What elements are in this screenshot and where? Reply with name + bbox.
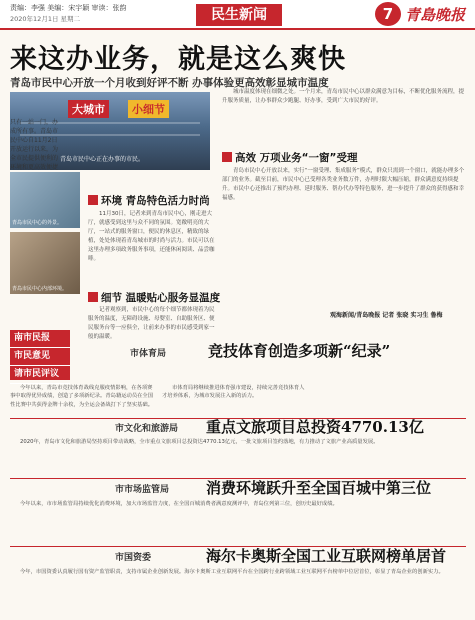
headline-sports: 竞技体育创造多项新“纪录”	[208, 342, 391, 360]
headline-culture: 重点文旅项目总投资4770.13亿	[206, 418, 424, 436]
newspaper-logo: 青島晚报	[405, 6, 466, 24]
section-heading-efficiency: 高效 万项业务“一窗”受理	[222, 150, 357, 165]
photo-caption: 青岛市民中心内部环境。	[12, 286, 68, 292]
issue-date: 2020年12月1日 星期二	[10, 15, 81, 23]
section-heading-environment: 环境 青岛特色活力时尚	[88, 193, 210, 208]
banner-line: 请市民评议	[10, 366, 70, 384]
section-name: 民生新闻	[196, 4, 282, 26]
banner-line: 南市民报	[10, 330, 70, 348]
dept-label-assets: 市国资委	[115, 553, 152, 563]
interior-photo	[10, 232, 80, 294]
photo-caption: 青岛市民中心的外景。	[12, 220, 63, 226]
headline-market: 消费环境跃升至全国百城中第三位	[206, 479, 432, 497]
body-assets: 今年，市国资委认真履行国有资产监管职责，支持市属企业创新发展。海尔卡奥斯工业互联网平台在全国跨行业跨领域工业互联网平台榜单中位居首位，彰显了青岛企业的创新实力。	[20, 569, 444, 575]
body-sports-b: 市体育局将继续推进体育强市建设，持续完善竞技体育人才培养体系，为城市发展注入新的活力。	[162, 385, 305, 400]
section-marker-icon	[88, 292, 98, 302]
section-marker-icon	[222, 152, 232, 162]
section-heading-details: 细节 温暖贴心服务显温度	[88, 290, 220, 305]
body-market: 今年以来，市市场监管局持续优化消费环境，加大市场监管力度，在全国百城消费者满意度测评中，青岛位列第三位，创历史最好成绩。	[20, 501, 338, 507]
banner-line: 市民意见	[10, 348, 70, 366]
section-body-environment: 11月30日，记者来到青岛市民中心，刚走进大厅，就感受到这里与众不同的氛围。宽敞明亮的大厅，一站式的服务窗口，便民的休息区，精致的绿植，处处体现着青岛城市的时尚与活力。市民可以在这里办理多项政务服务事项，还能休闲阅读、品尝咖啡。	[88, 211, 215, 262]
right-column-intro: 城市温度体现在细微之处。一个月来，青岛市民中心以群众满意为目标，不断优化服务流程，提升服务质量，让办事群众少跑腿、好办事，受到广大市民的好评。	[222, 89, 465, 104]
section-body-details: 记者观察到，市民中心的每个细节都体现着为民服务的温度，无障碍设施、母婴室、自助服务区、便民服务台等一应俱全，让前来办事的市民感受到家一般的温暖。	[88, 307, 215, 340]
dept-label-sports: 市体育局	[130, 349, 167, 359]
subheadline: 青岛市民中心开放一个月收到好评不断 办事体验更高效彰显城市温度	[10, 77, 329, 89]
photo-caption: 青岛市民中心正在办事的市民。	[60, 156, 145, 163]
body-sports-a: 今年以来，青岛市竞技体育战线克服疫情影响，在各项赛事中取得优异成绩，创造了多项新纪录。青岛籍运动员在全国性比赛中共获得金牌十余枚，为全运会备战打下了坚实基础。	[10, 385, 154, 408]
byline: 观海新闻/青岛晚报 记者 张晓 实习生 鲁梅	[330, 312, 443, 319]
exterior-photo	[10, 172, 80, 228]
body-culture: 2020年，青岛市文化和旅游局坚持项目带动战略，全市重点文旅项目总投资达4770.13亿元，一批文旅项目签约落地，有力推动了文旅产业高质量发展。	[20, 439, 379, 445]
dept-label-culture: 市文化和旅游局	[115, 424, 179, 434]
page-number: 7	[375, 2, 401, 26]
lede-paragraph: 只有一站一门，办成所有事。青岛市民中心自11月2日开放运行以来，为全市民提供便利的环境和更高效便捷	[10, 119, 59, 171]
photo-tag-big-city: 大城市	[68, 100, 109, 118]
main-headline: 来这办业务，就是这么爽快	[10, 44, 346, 75]
section-marker-icon	[88, 195, 98, 205]
masthead	[0, 0, 475, 30]
side-banner	[10, 330, 70, 380]
section-body-efficiency: 青岛市民中心开放以来，实行“一窗受理、集成服务”模式，群众只需到一个窗口，就能办理多个部门的业务。截至目前，市民中心已受理各类业务数万件，办理时限大幅压缩，群众满意度持续提升。市民中心还推出了预约办理、延时服务、帮办代办等特色服务，进一步提升了群众的获得感和幸福感。	[222, 168, 465, 201]
photo-tag-small-detail: 小细节	[128, 100, 169, 118]
headline-assets: 海尔卡奥斯全国工业互联网榜单居首	[206, 547, 447, 565]
editor-credits: 责编：李强 美编：宋宇颖 审读：张韵	[10, 4, 127, 12]
dept-label-market: 市市场监管局	[115, 485, 170, 495]
